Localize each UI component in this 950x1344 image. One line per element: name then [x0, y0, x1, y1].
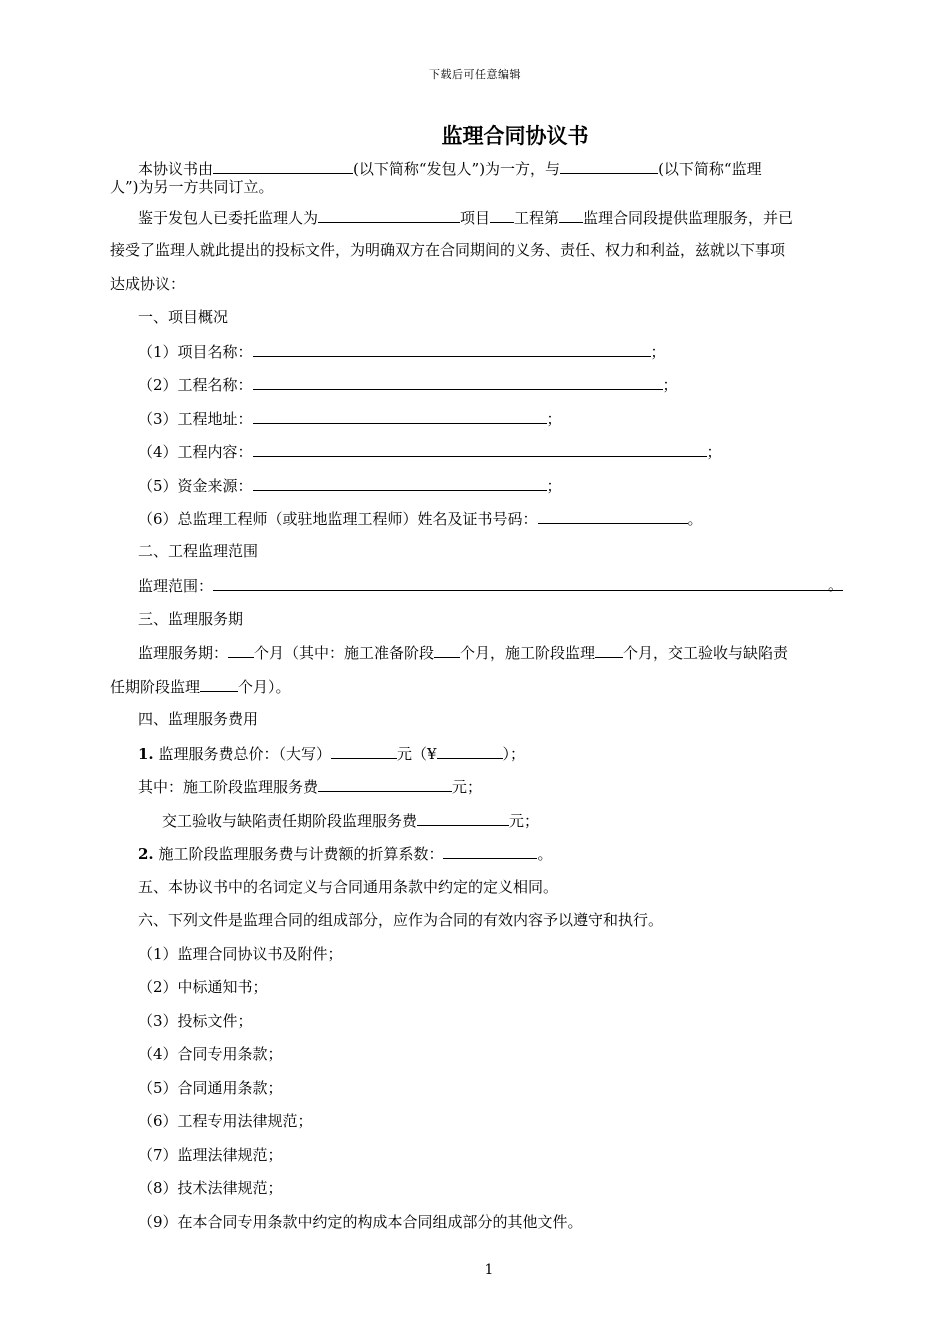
document-item: （1）监理合同协议书及附件；: [138, 945, 343, 963]
warranty-fee-blank[interactable]: [417, 810, 509, 826]
engineering-name-line: （2）工程名称： ；: [138, 376, 678, 394]
fee-in-words-blank[interactable]: [331, 743, 397, 759]
section-1-heading: 一、项目概况: [138, 308, 229, 326]
document-item: （4）合同专用条款；: [138, 1045, 283, 1063]
warranty-months-blank[interactable]: [200, 676, 238, 692]
page-header: 下载后可任意编辑: [429, 68, 521, 81]
engineering-name-blank[interactable]: [253, 374, 663, 390]
engineering-address-blank[interactable]: [253, 408, 547, 424]
intro-paragraph-line-2: 人”)为另一方共同订立。: [110, 178, 274, 196]
prep-months-blank[interactable]: [434, 642, 460, 658]
page-title: 监理合同协议书: [441, 124, 589, 148]
chief-engineer-blank[interactable]: [538, 508, 688, 524]
warranty-fee-line: 交工验收与缺陷责任期阶段监理服务费 元；: [162, 812, 540, 830]
purpose-paragraph-line-3: 达成协议：: [110, 275, 186, 293]
engineering-address-line: （3）工程地址： ；: [138, 410, 562, 428]
document-item: （3）投标文件；: [138, 1012, 253, 1030]
intro-paragraph-line-1: 本协议书由 (以下简称“发包人”)为一方，与 (以下简称“监理: [138, 160, 762, 178]
engineering-content-line: （4）工程内容： ；: [138, 443, 722, 461]
service-period-line-2: 任期阶段监理 个月）。: [110, 678, 291, 696]
purpose-paragraph-line-2: 接受了监理人就此提出的投标文件，为明确双方在合同期间的义务、责任、权力和利益，兹就以下事项: [110, 241, 786, 259]
page-number: 1: [484, 1262, 494, 1278]
section-number-blank[interactable]: [559, 207, 583, 223]
construction-months-blank[interactable]: [595, 642, 623, 658]
fund-source-blank[interactable]: [253, 475, 547, 491]
service-period-line-1: 监理服务期： 个月（其中：施工准备阶段 个月，施工阶段监理 个月，交工验收与缺陷责: [138, 644, 789, 662]
chief-engineer-line: （6）总监理工程师（或驻地监理工程师）姓名及证书号码： 。: [138, 510, 703, 528]
project-name-blank[interactable]: [253, 341, 651, 357]
section-6-heading: 六、下列文件是监理合同的组成部分，应作为合同的有效内容予以遵守和执行。: [138, 911, 664, 929]
fee-in-figures-blank[interactable]: [437, 743, 503, 759]
document-item: （9）在本合同专用条款中约定的构成本合同组成部分的其他文件。: [138, 1213, 583, 1231]
document-item: （8）技术法律规范；: [138, 1179, 283, 1197]
conversion-factor-line: 2. 施工阶段监理服务费与计费额的折算系数： 。: [138, 845, 553, 863]
construction-fee-line: 其中：施工阶段监理服务费 元；: [138, 778, 483, 796]
fund-source-line: （5）资金来源： ；: [138, 477, 562, 495]
section-4-heading: 四、监理服务费用: [138, 710, 259, 728]
project-name-line: （1）项目名称： ；: [138, 343, 666, 361]
document-item: （7）监理法律规范；: [138, 1146, 283, 1164]
total-fee-line: 1. 监理服务费总价：（大写） 元（¥ ）；: [138, 745, 526, 763]
conversion-factor-blank[interactable]: [443, 843, 537, 859]
purpose-paragraph-line-1: 鉴于发包人已委托监理人为 项目 工程第 监理合同段提供监理服务，并已: [138, 209, 794, 227]
document-item: （5）合同通用条款；: [138, 1079, 283, 1097]
supervisor-blank[interactable]: [560, 158, 658, 174]
section-5-text: 五、本协议书中的名词定义与合同通用条款中约定的定义相同。: [138, 878, 559, 896]
scope-blank[interactable]: 。: [213, 575, 843, 591]
scope-line: 监理范围： 。: [138, 576, 844, 595]
construction-fee-blank[interactable]: [318, 776, 452, 792]
project-blank[interactable]: [318, 207, 460, 223]
project-number-blank[interactable]: [490, 207, 514, 223]
total-months-blank[interactable]: [228, 642, 254, 658]
document-item: （6）工程专用法律规范；: [138, 1112, 313, 1130]
employer-blank[interactable]: [213, 158, 353, 174]
engineering-content-blank[interactable]: [253, 441, 707, 457]
section-2-heading: 二、工程监理范围: [138, 542, 259, 560]
document-item: （2）中标通知书；: [138, 978, 268, 996]
section-3-heading: 三、监理服务期: [138, 610, 244, 628]
